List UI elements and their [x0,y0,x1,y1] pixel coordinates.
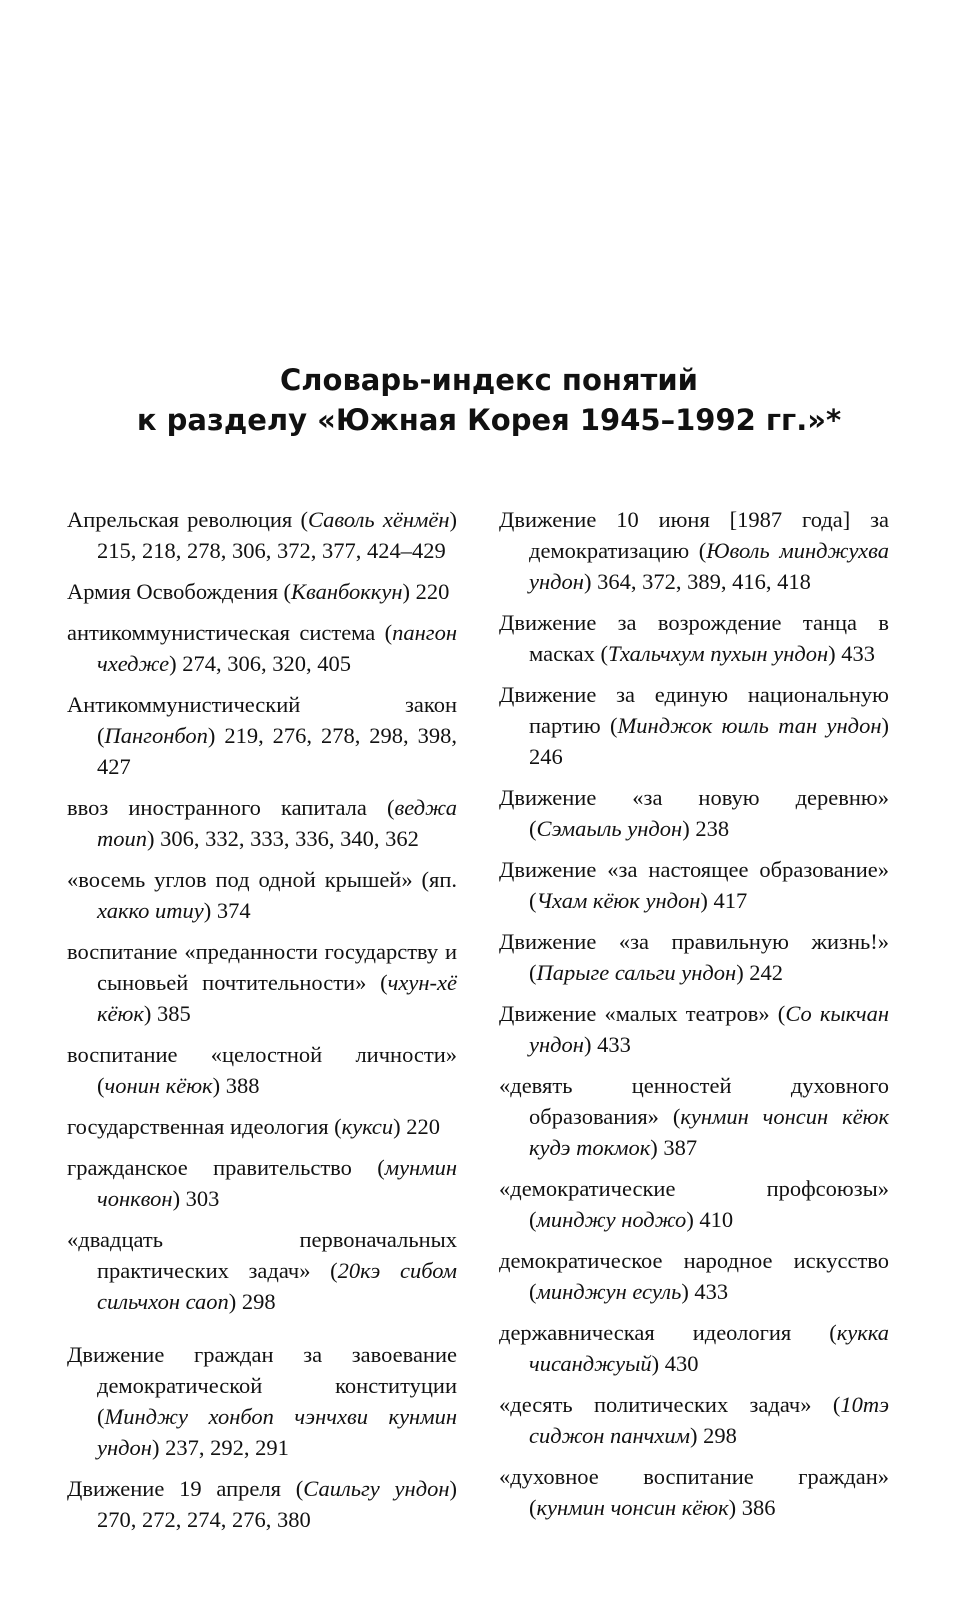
index-entry: «восемь углов под одной крышей» (яп. хакко итиу) 374 [67,867,457,923]
index-entry: Движение за возрождение танца в масках (Тхальчхум пухын ундон) 433 [499,610,889,666]
index-entry: державническая идеология (кукка чисанджуый) 430 [499,1320,889,1376]
index-entry: ввоз иностранного капитала (веджа тоип) 306, 332, 333, 336, 340, 362 [67,795,457,851]
index-entry: «десять политических задач» (10тэ сиджон панчхим) 298 [499,1392,889,1448]
index-entry: Движение «за правильную жизнь!» (Парыге сальги ундон) 242 [499,929,889,985]
title-line-1: Словарь-индекс понятий [280,363,698,397]
index-entry: «демократические профсоюзы» (минджу ноджо) 410 [499,1176,889,1232]
index-entry: «девять ценностей духовного образования» (кунмин чонсин кёюк кудэ токмок) 387 [499,1073,889,1160]
index-entry: Движение «за новую деревню» (Сэмаыль ундон) 238 [499,785,889,841]
index-entry: Движение за единую национальную партию (Минджок юиль тан ундон) 246 [499,682,889,769]
title-line-2: к разделу «Южная Корея 1945–1992 гг.»* [136,403,842,437]
index-entry: Апрельская революция (Саволь хёнмён) 215, 218, 278, 306, 372, 377, 424–429 [67,507,457,563]
index-entry: антикоммунистическая система (пангон чхедже) 274, 306, 320, 405 [67,620,457,676]
index-entry: Движение 10 июня [1987 года] за демократизацию (Юволь минджухва ундон) 364, 372, 389, 416, 418 [499,507,890,594]
index-column-right [499,504,889,1533]
index-entry: демократическое народное искусство (минджун есуль) 433 [499,1248,889,1304]
index-entry: воспитание «целостной личности» (чонин кёюк) 388 [67,1042,457,1098]
index-entry: «духовное воспитание граждан» (кунмин чонсин кёюк) 386 [499,1464,889,1520]
index-entry: Движение «за настоящее образование» (Чхам кёюк ундон) 417 [499,857,889,913]
index-entry: Армия Освобождения (Кванбоккун) 220 [67,579,450,604]
index-entry: воспитание «преданности государству и сыновьей почтительности» (чхун-хё кёюк) 385 [67,939,457,1026]
index-entry: Антикоммунистический закон (Пангонбоп) 219, 276, 278, 298, 398, 427 [67,692,457,779]
page-title [0,360,978,440]
index-column-left [67,504,457,1545]
index-entry: Движение граждан за завоевание демократической конституции (Минджу хонбоп чэнчхви кунмин ундон) 237, 292, 291 [67,1342,457,1460]
index-entry: «двадцать первоначальных практических задач» (20кэ сибом сильчхон саоп) 298 [67,1227,457,1314]
index-entry: государственная идеология (кукси) 220 [67,1114,440,1139]
index-entry: Движение 19 апреля (Саильгу ундон) 270, 272, 274, 276, 380 [67,1476,458,1532]
index-entry: гражданское правительство (мунмин чонквон) 303 [67,1155,457,1211]
index-entry: Движение «малых театров» (Со кыкчан ундон) 433 [499,1001,889,1057]
